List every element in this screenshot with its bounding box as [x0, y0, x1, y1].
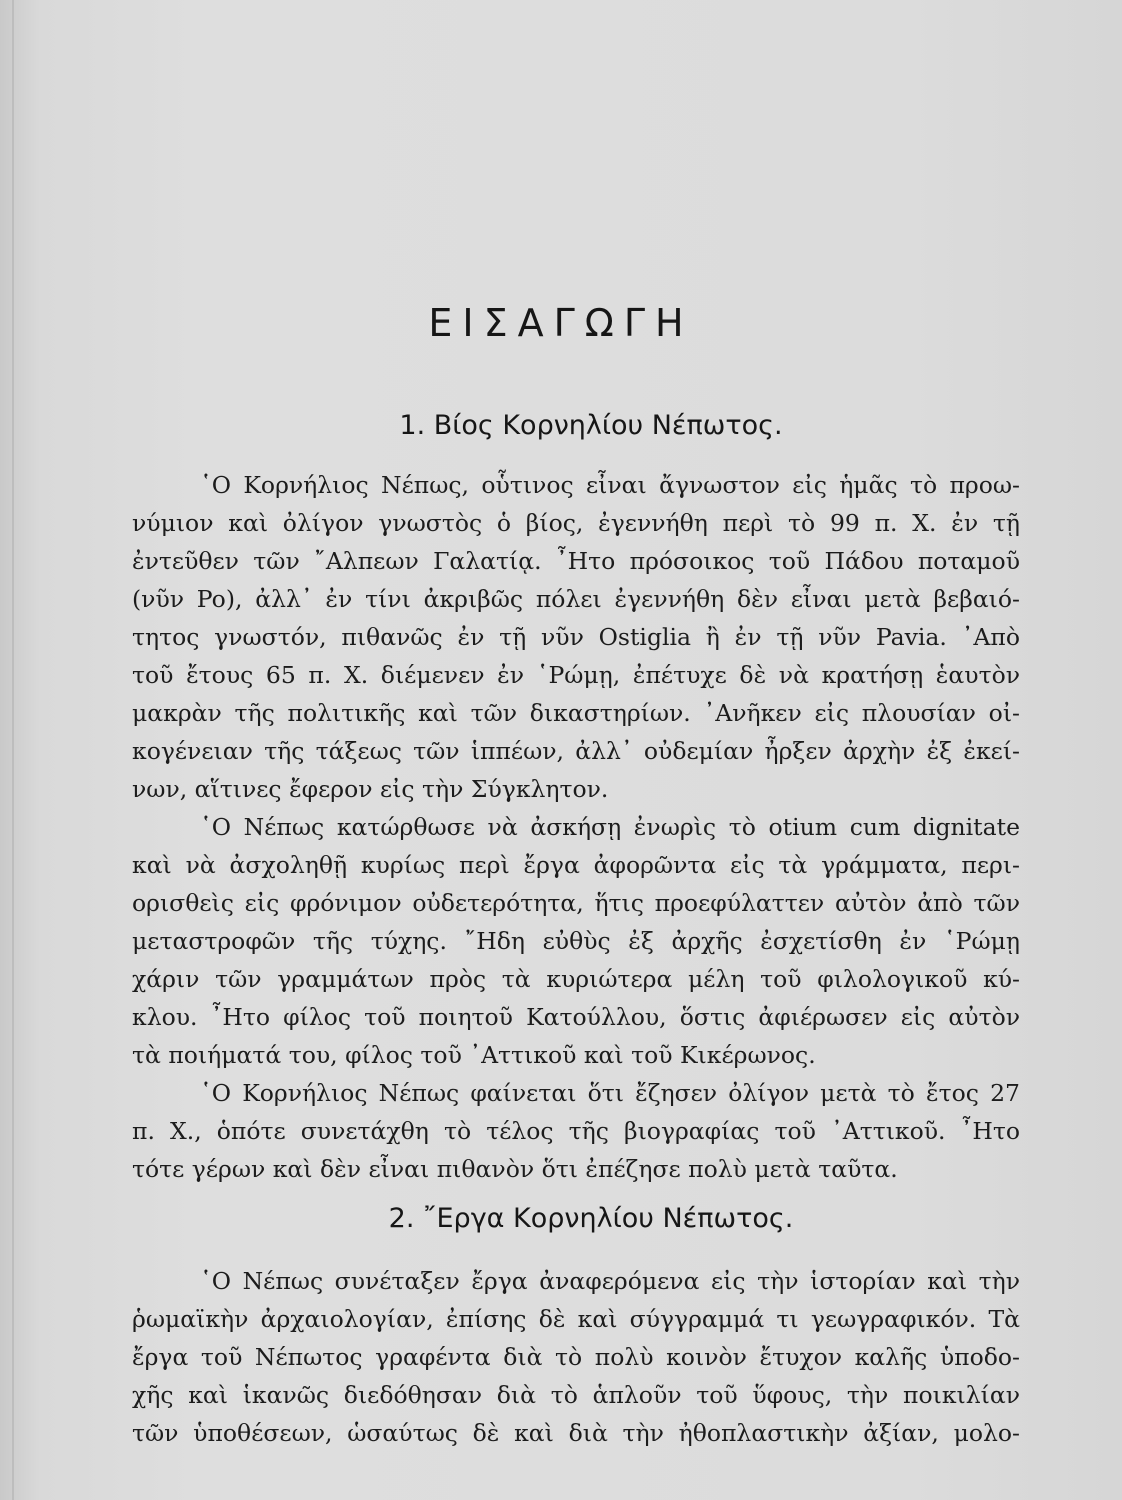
text-line: κογένειαν τῆς τάξεως τῶν ἱππέων, ἀλλ᾿ οὐδεμίαν ἦρξεν ἀρχὴν ἐξ ἐκεί- — [132, 737, 1020, 765]
text-line: τητος γνωστόν, πιθανῶς ἐν τῇ νῦν Ostiglia ἢ ἐν τῇ νῦν Pavia. ᾿Απὸ — [132, 623, 1020, 651]
text-line: χάριν τῶν γραμμάτων πρὸς τὰ κυριώτερα μέλη τοῦ φιλολογικοῦ κύ- — [132, 965, 1020, 993]
text-line: ῥωμαϊκὴν ἀρχαιολογίαν, ἐπίσης δὲ καὶ σύγγραμμά τι γεωγραφικόν. Τὰ — [132, 1305, 1020, 1333]
text-line: τὰ ποιήματά του, φίλος τοῦ ᾿Αττικοῦ καὶ τοῦ Κικέρωνος. — [132, 1041, 816, 1069]
text-line: κλου. ῏Ητο φίλος τοῦ ποιητοῦ Κατούλλου, ὅστις ἀφιέρωσεν εἰς αὐτὸν — [132, 1003, 1020, 1031]
text-line: τῶν ὑποθέσεων, ὡσαύτως δὲ καὶ διὰ τὴν ἠθοπλαστικὴν ἀξίαν, μολο- — [132, 1419, 1020, 1447]
text-line: ἐντεῦθεν τῶν ῎Αλπεων Γαλατίᾳ. ῏Ητο πρόσοικος τοῦ Πάδου ποταμοῦ — [132, 547, 1020, 575]
section-heading-works: 2. ῎Εργα Κορνηλίου Νέπωτος. — [388, 1203, 794, 1234]
page-title: ΕΙΣΑΓΩΓΗ — [428, 301, 694, 345]
text-line: ῾Ο Νέπως κατώρθωσε νὰ ἀσκήσῃ ἐνωρὶς τὸ otium cum dignitate — [200, 813, 1020, 841]
text-line: ῾Ο Κορνήλιος Νέπως, οὗτινος εἶναι ἄγνωστον εἰς ἡμᾶς τὸ προω- — [200, 471, 1020, 499]
text-line: νων, αἵτινες ἔφερον εἰς τὴν Σύγκλητον. — [132, 775, 609, 803]
text-line: ῾Ο Κορνήλιος Νέπως φαίνεται ὅτι ἔζησεν ὀλίγον μετὰ τὸ ἔτος 27 — [200, 1079, 1020, 1107]
text-line: ῾Ο Νέπως συνέταξεν ἔργα ἀναφερόμενα εἰς τὴν ἱστορίαν καὶ τὴν — [200, 1267, 1020, 1295]
text-line: καὶ νὰ ἀσχοληθῇ κυρίως περὶ ἔργα ἀφορῶντα εἰς τὰ γράμματα, περι- — [132, 851, 1020, 879]
page-gutter — [12, 0, 14, 1500]
text-line: μακρὰν τῆς πολιτικῆς καὶ τῶν δικαστηρίων. ᾿Ανῆκεν εἰς πλουσίαν οἰ- — [132, 699, 1020, 727]
text-line: ἔργα τοῦ Νέπωτος γραφέντα διὰ τὸ πολὺ κοινὸν ἔτυχον καλῆς ὑποδο- — [132, 1343, 1020, 1371]
text-line: νύμιον καὶ ὀλίγον γνωστὸς ὁ βίος, ἐγεννήθη περὶ τὸ 99 π. Χ. ἐν τῇ — [132, 509, 1020, 537]
text-line: ορισθεὶς εἰς φρόνιμον οὐδετερότητα, ἥτις προεφύλαττεν αὐτὸν ἀπὸ τῶν — [132, 889, 1020, 917]
text-line: π. Χ., ὁπότε συνετάχθη τὸ τέλος τῆς βιογραφίας τοῦ ᾿Αττικοῦ. ῏Ητο — [132, 1117, 1020, 1145]
text-line: (νῦν Po), ἀλλ᾿ ἐν τίνι ἀκριβῶς πόλει ἐγεννήθη δὲν εἶναι μετὰ βεβαιό- — [132, 585, 1020, 613]
text-line: τοῦ ἔτους 65 π. Χ. διέμενεν ἐν ῾Ρώμῃ, ἐπέτυχε δὲ νὰ κρατήσῃ ἑαυτὸν — [132, 661, 1020, 689]
text-line: μεταστροφῶν τῆς τύχης. ῎Ηδη εὐθὺς ἐξ ἀρχῆς ἐσχετίσθη ἐν ῾Ρώμῃ — [132, 927, 1020, 955]
section-heading-biography: 1. Βίος Κορνηλίου Νέπωτος. — [399, 410, 783, 441]
text-line: χῆς καὶ ἱκανῶς διεδόθησαν διὰ τὸ ἁπλοῦν τοῦ ὕφους, τὴν ποικιλίαν — [132, 1381, 1020, 1409]
text-line: τότε γέρων καὶ δὲν εἶναι πιθανὸν ὅτι ἐπέζησε πολὺ μετὰ ταῦτα. — [132, 1155, 898, 1183]
